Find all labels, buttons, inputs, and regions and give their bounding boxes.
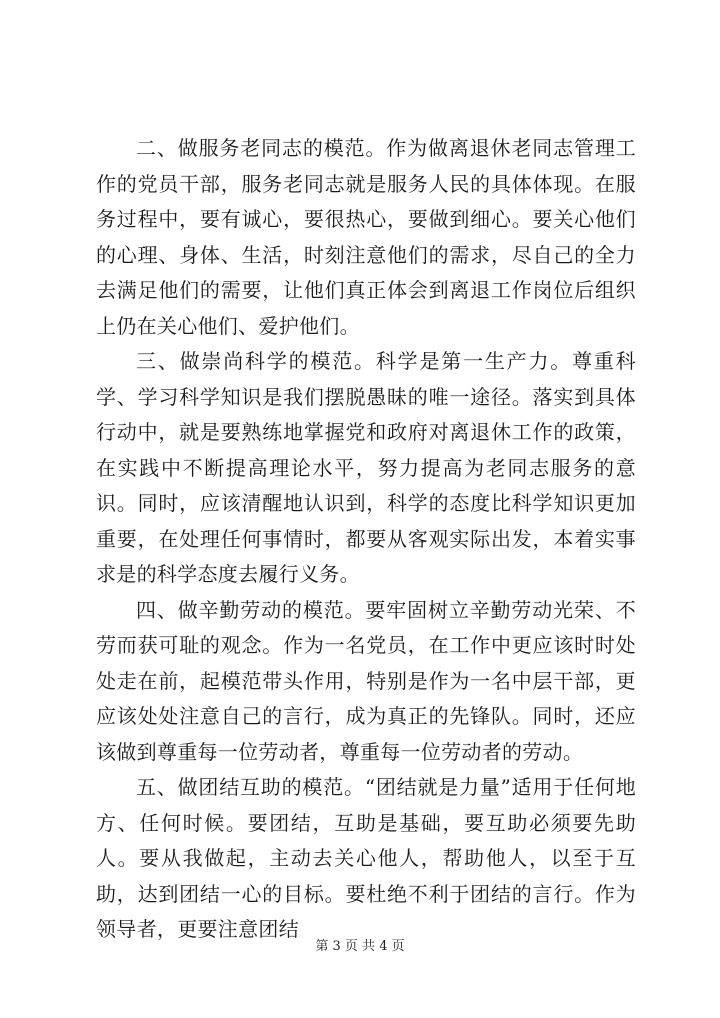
paragraph-respect-science: 三、做崇尚科学的模范。科学是第一生产力。尊重科学、学习科学知识是我们摆脱愚昧的唯一途径。落实到具体行动中，就是要熟练地掌握党和政府对离退休工作的政策，在实践中不断提高理论水平，努力提高为老同志服务的意识。同时，应该清醒地认识到，科学的态度比科学知识更加重要，在处理任何事情时，都要从客观实际出发，本着实事求是的科学态度去履行义务。: [96, 349, 636, 586]
document-body: [96, 131, 636, 948]
paragraph-serve-veterans: 二、做服务老同志的模范。作为做离退休老同志管理工作的党员干部，服务老同志就是服务人民的具体体现。在服务过程中，要有诚心，要很热心，要做到细心。要关心他们的心理、身体、生活，时刻注意他们的需求，尽自己的全力去满足他们的需要，让他们真正体会到离退工作岗位后组织上仍在关心他们、爱护他们。: [96, 136, 636, 338]
page-footer: 第 3 页 共 4 页: [315, 939, 405, 954]
paragraph-hard-work: 四、做辛勤劳动的模范。要牢固树立辛勤劳动光荣、不劳而获可耻的观念。作为一名党员，在工作中更应该时时处处走在前，起模范带头作用，特别是作为一名中层干部，更应该处处注意自己的言行，成为真正的先锋队。同时，还应该做到尊重每一位劳动者，尊重每一位劳动者的劳动。: [96, 597, 636, 764]
paragraph-unity: 五、做团结互助的模范。“团结就是力量”适用于任何地方、任何时候。要团结，互助是基础，要互助必须要先助人。要从我做起，主动去关心他人，帮助他人，以至于互助，达到团结一心的目标。要杜绝不利于团结的言行。作为领导者，更要注意团结: [96, 775, 636, 941]
